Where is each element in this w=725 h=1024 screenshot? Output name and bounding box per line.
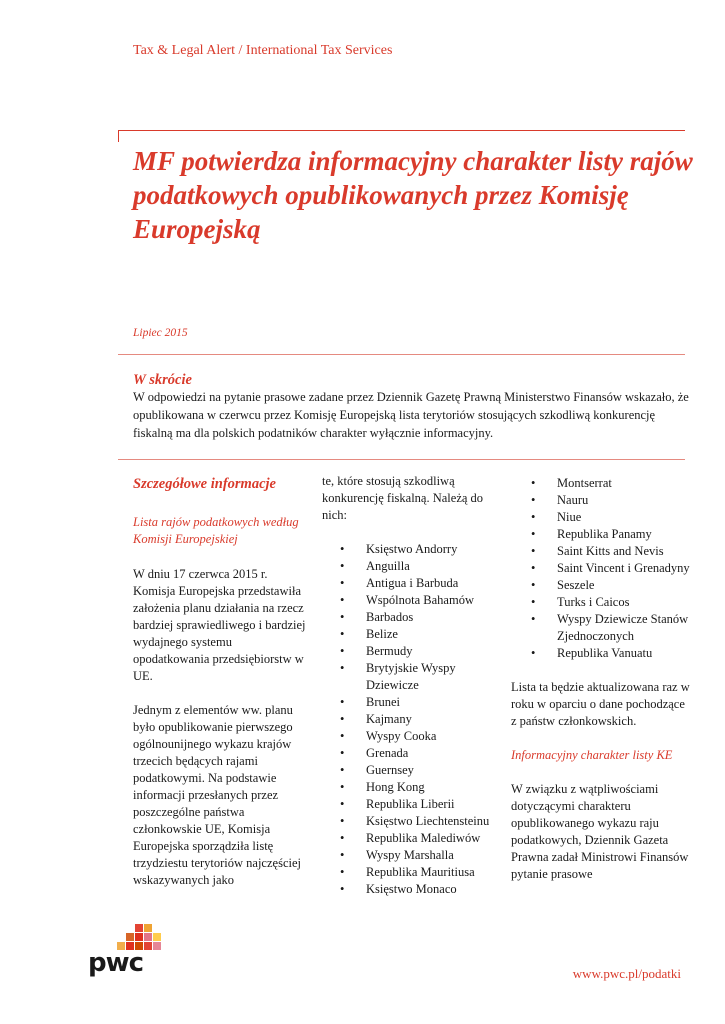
list-item: • Seszele (557, 577, 691, 594)
list-item: • Anguilla (366, 558, 497, 575)
tax-haven-list-1 (366, 541, 497, 898)
list-item: • Republika Vanuatu (557, 645, 691, 662)
page-title: MF potwierdza informacyjny charakter listy rajów podatkowych opublikowanych przez Komisję Europejską (133, 146, 693, 244)
list-item: • Niue (557, 509, 691, 526)
list-item: • Guernsey (366, 762, 497, 779)
title-rule-tick (118, 130, 119, 142)
list-item: • Barbados (366, 609, 497, 626)
list-item: • Saint Vincent i Grenadyny (557, 560, 691, 577)
list-item: • Republika Panamy (557, 526, 691, 543)
list-item: • Montserrat (557, 475, 691, 492)
list-item: • Wyspy Marshalla (366, 847, 497, 864)
list-item: • Turks i Caicos (557, 594, 691, 611)
list-item: • Antigua i Barbuda (366, 575, 497, 592)
list-item: • Grenada (366, 745, 497, 762)
details-paragraph-1: W dniu 17 czerwca 2015 r. Komisja Europejska przedstawiła założenia planu działania na rzecz bardziej sprawiedliwego i bardziej wydajnego systemu opodatkowania przedsiębiorstw w UE. (133, 567, 306, 683)
list-item: • Bermudy (366, 643, 497, 660)
column-2-intro: te, które stosują szkodliwą konkurencję fiskalną. Należą do nich: (322, 474, 484, 522)
column-3-paragraph-2: W związku z wątpliwościami dotyczącymi charakteru opublikowanego wykazu raju podatkowych, Dziennik Gazeta Prawna zadał Ministrowi Finansów pytanie prasowe (511, 782, 689, 881)
footer-url-link[interactable]: www.pwc.pl/podatki (572, 966, 681, 981)
list-item: • Księstwo Andorry (366, 541, 497, 558)
list-item: • Republika Mauritiusa (366, 864, 497, 881)
summary-text: W odpowiedzi na pytanie prasowe zadane przez Dziennik Gazetę Prawną Ministerstwo Finansów wskazało, że opublikowana w czerwcu przez Komisję Europejską lista terytoriów stosujących szkodliwą konkurencję fiskalną ma dla polskich podatników charakter wyłącznie informacyjny. (133, 390, 689, 440)
list-item: • Kajmany (366, 711, 497, 728)
list-item: • Wyspy Dziewicze Stanów Zjednoczonych (557, 611, 691, 645)
details-heading: Szczegółowe informacje (133, 476, 276, 492)
list-item: • Księstwo Liechtensteinu (366, 813, 497, 830)
list-item: • Republika Liberii (366, 796, 497, 813)
list-item: • Belize (366, 626, 497, 643)
list-item: • Saint Kitts and Nevis (557, 543, 691, 560)
column-1 (133, 475, 308, 889)
informational-subheading: Informacyjny charakter listy KE (511, 748, 673, 762)
pwc-logo-text: pwc (88, 948, 144, 978)
column-3 (511, 475, 691, 883)
list-item: • Wyspy Cooka (366, 728, 497, 745)
column-3-paragraph: Lista ta będzie aktualizowana raz w roku w oparciu o dane pochodzące z państw członkowskich. (511, 680, 690, 728)
list-item: • Republika Malediwów (366, 830, 497, 847)
list-item: • Nauru (557, 492, 691, 509)
list-subheading: Lista rajów podatkowych według Komisji Europejskiej (133, 515, 299, 546)
summary-heading: W skrócie (133, 372, 192, 388)
divider-1 (118, 354, 685, 355)
list-item: • Brunei (366, 694, 497, 711)
list-item: • Brytyjskie Wyspy Dziewicze (366, 660, 497, 694)
list-item: • Księstwo Monaco (366, 881, 497, 898)
title-rule (118, 130, 685, 131)
column-2 (322, 473, 497, 898)
divider-2 (118, 459, 685, 460)
list-item: • Hong Kong (366, 779, 497, 796)
details-paragraph-2: Jednym z elementów ww. planu było opublikowanie pierwszego ogólnounijnego wykazu krajów trzecich będących rajami podatkowymi. Na podstawie informacji przesłanych przez poszczególne państwa członkowskie UE, Komisja Europejska sporządziła listę trzydziestu terytoriów najczęściej wskazywanych jako (133, 703, 301, 887)
publication-date: Lipiec 2015 (133, 327, 188, 339)
list-item: • Wspólnota Bahamów (366, 592, 497, 609)
series-header: Tax & Legal Alert / International Tax Services (133, 43, 393, 58)
tax-haven-list-2 (557, 475, 691, 662)
